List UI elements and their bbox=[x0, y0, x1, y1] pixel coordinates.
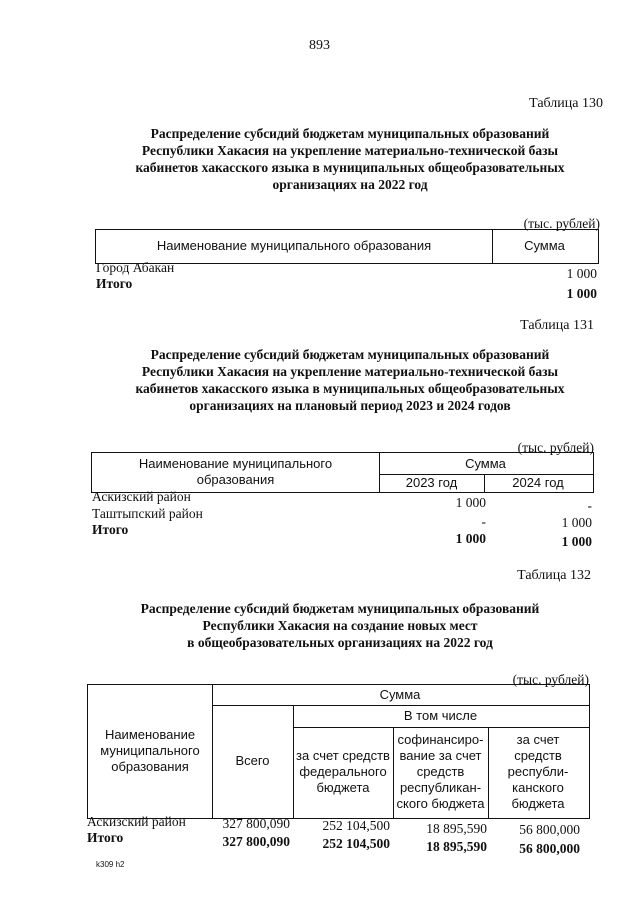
total-federal: 252 104,500 bbox=[322, 836, 390, 851]
table-row-2023: 1 000 bbox=[455, 495, 486, 510]
table-row-2024: 1 000 bbox=[561, 515, 592, 530]
header-sum: Сумма bbox=[465, 455, 506, 471]
table-row: Аскизский район bbox=[92, 489, 191, 504]
total-2024: 1 000 bbox=[561, 534, 592, 549]
table-row-2023: - bbox=[481, 514, 486, 529]
table-130-title: Распределение субсидий бюджетам муниципальных образований Республики Хакасия на укрепление материально-технической базы кабинетов хакасского языка в муниципальных общеобразовательных организациях на 2022 год bbox=[135, 126, 565, 192]
table-row-2024: - bbox=[587, 498, 592, 513]
table-row-federal: 252 104,500 bbox=[322, 818, 390, 833]
header-name: Наименование муниципального образования bbox=[138, 456, 333, 487]
table-130-unit: (тыс. рублей) bbox=[523, 216, 600, 231]
total-total: 327 800,090 bbox=[222, 834, 290, 849]
table-row-total: 327 800,090 bbox=[222, 816, 290, 831]
table-132-unit: (тыс. рублей) bbox=[512, 672, 589, 687]
header-2024: 2024 год bbox=[512, 475, 564, 490]
table-131-label: Таблица 131 bbox=[520, 318, 594, 333]
header-cofinance: софинансиро- вание за счет средств республикан- ского бюджета bbox=[396, 732, 485, 811]
header-including: В том числе bbox=[403, 708, 478, 723]
table-row: Таштыпский район bbox=[92, 506, 203, 521]
page-number: 893 bbox=[309, 38, 330, 53]
table-row-republic: 56 800,000 bbox=[519, 822, 580, 837]
total-sum: 1 000 bbox=[566, 286, 597, 301]
header-sum: Сумма bbox=[379, 687, 421, 702]
total-label: Итого bbox=[92, 522, 129, 537]
table-131-unit: (тыс. рублей) bbox=[517, 440, 594, 455]
table-row-cofinance: 18 895,590 bbox=[426, 821, 487, 836]
total-label: Итого bbox=[87, 830, 124, 845]
table-row-sum: 1 000 bbox=[566, 266, 597, 281]
footer-code: k309 h2 bbox=[96, 860, 125, 869]
table-130-header bbox=[95, 229, 599, 264]
header-name: Наименование муниципального образования bbox=[156, 238, 432, 253]
table-131-header bbox=[91, 452, 594, 493]
table-131-title: Распределение субсидий бюджетам муниципальных образований Республики Хакасия на укрепление материально-технической базы кабинетов хакасского языка в муниципальных общеобразовательных организациях на плановый период 2023 и 2024 годов bbox=[135, 347, 565, 413]
table-row: Аскизский район bbox=[87, 814, 186, 829]
header-republic: за счет средств республи- канского бюджета bbox=[507, 732, 569, 811]
total-cofinance: 18 895,590 bbox=[426, 839, 487, 854]
total-label: Итого bbox=[96, 276, 133, 291]
total-2023: 1 000 bbox=[455, 531, 486, 546]
header-total: Всего bbox=[235, 753, 270, 768]
table-132-label: Таблица 132 bbox=[517, 568, 591, 583]
total-republic: 56 800,000 bbox=[519, 841, 580, 856]
header-federal: за счет средств федерального бюджета bbox=[296, 748, 390, 795]
table-130-label: Таблица 130 bbox=[529, 96, 603, 111]
header-name: Наименование муниципального образования bbox=[100, 727, 200, 774]
table-row: Город Абакан bbox=[96, 260, 175, 275]
table-132-title: Распределение субсидий бюджетам муниципальных образований Республики Хакасия на создание новых мест в общеобразовательных организациях на 2022 год bbox=[140, 601, 540, 650]
header-2023: 2023 год bbox=[405, 475, 458, 490]
table-132-header bbox=[87, 684, 590, 819]
header-sum: Сумма bbox=[524, 238, 565, 253]
